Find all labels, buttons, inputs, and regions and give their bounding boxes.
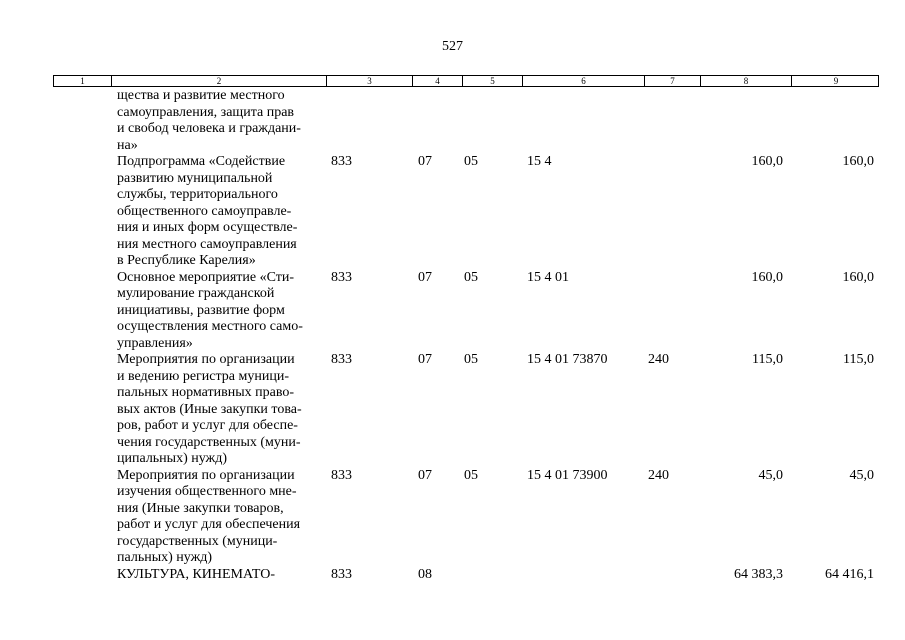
cell-subsection: 05 [464, 467, 478, 483]
cell-amount-year2: 64 416,1 [825, 566, 874, 582]
row-name [117, 270, 322, 353]
header-col-5: 5 [462, 76, 522, 86]
row-name-line: изучения общественного мне- [117, 484, 297, 499]
row-name-line: КУЛЬТУРА, КИНЕМАТО- [117, 566, 276, 582]
row-name-line: Мероприятия по организации [117, 467, 295, 483]
row-name-line: ципальных) нужд) [117, 451, 228, 466]
row-name-line: на» [117, 137, 138, 153]
row-name-line: ров, работ и услуг для обеспе- [117, 418, 298, 433]
cell-subsection: 05 [464, 154, 478, 169]
table-row [0, 567, 905, 584]
table-row [0, 468, 905, 567]
row-name-line: инициативы, развитие форм [117, 302, 285, 318]
cell-subsection: 05 [464, 352, 478, 367]
cell-amount-year2: 45,0 [849, 467, 874, 483]
cell-section: 07 [418, 352, 432, 367]
cell-section: 08 [418, 566, 432, 582]
cell-target-article: 15 4 [527, 154, 552, 169]
row-name-line: и ведению регистра муници- [117, 368, 289, 384]
row-name [117, 88, 322, 154]
header-col-4: 4 [412, 76, 462, 86]
header-col-9: 9 [791, 76, 880, 86]
cell-section: 07 [418, 467, 432, 483]
row-name-line: осуществления местного само- [117, 319, 303, 334]
cell-amount-year1: 64 383,3 [734, 566, 783, 582]
row-name-line: пальных нормативных право- [117, 385, 294, 400]
cell-section: 07 [418, 269, 432, 285]
table-row [0, 88, 905, 154]
cell-amount-year1: 45,0 [758, 467, 783, 483]
row-name [117, 154, 322, 270]
cell-target-article: 15 4 01 [527, 269, 569, 285]
cell-amount-year2: 115,0 [843, 352, 874, 367]
table-row [0, 154, 905, 270]
cell-section: 07 [418, 154, 432, 169]
cell-target-article: 15 4 01 73870 [527, 352, 608, 367]
row-name-line: ния и иных форм осуществле- [117, 220, 298, 235]
cell-amount-year1: 160,0 [751, 154, 783, 169]
row-name-line: щества и развитие местного [117, 88, 285, 103]
table-row [0, 352, 905, 468]
cell-expense-type: 240 [648, 467, 669, 483]
table-header [53, 75, 879, 87]
header-col-6: 6 [522, 76, 644, 86]
table-row [0, 270, 905, 353]
row-name-line: ния местного самоуправления [117, 236, 297, 252]
header-col-1: 1 [80, 76, 85, 86]
row-name-line: мулирование гражданской [117, 286, 275, 301]
header-col-7: 7 [644, 76, 700, 86]
row-name-line: Мероприятия по организации [117, 352, 295, 367]
cell-admin-code: 833 [331, 269, 352, 285]
cell-admin-code: 833 [331, 467, 352, 483]
row-name-line: управления» [117, 335, 193, 351]
cell-amount-year2: 160,0 [842, 154, 874, 169]
row-name-line: службы, территориального [117, 187, 278, 202]
row-name [117, 468, 322, 567]
table-body [0, 88, 905, 583]
row-name-line: ния (Иные закупки товаров, [117, 500, 284, 516]
cell-target-article: 15 4 01 73900 [527, 467, 608, 483]
cell-admin-code: 833 [331, 352, 352, 367]
row-name-line: Подпрограмма «Содействие [117, 154, 286, 169]
row-name-line: государственных (муници- [117, 533, 278, 549]
cell-expense-type: 240 [648, 352, 669, 367]
row-name-line: работ и услуг для обеспечения [117, 517, 301, 532]
page-number: 527 [442, 39, 463, 54]
cell-amount-year1: 115,0 [752, 352, 783, 367]
row-name-line: развитию муниципальной [117, 170, 273, 186]
header-col-8: 8 [700, 76, 791, 86]
cell-admin-code: 833 [331, 154, 352, 169]
cell-subsection: 05 [464, 269, 478, 285]
cell-amount-year1: 160,0 [751, 269, 783, 285]
row-name-line: Основное мероприятие «Сти- [117, 269, 295, 285]
row-name [117, 352, 322, 468]
row-name-line: самоуправления, защита прав [117, 104, 295, 120]
row-name-line: пальных) нужд) [117, 550, 213, 565]
header-col-2: 2 [111, 76, 326, 86]
cell-amount-year2: 160,0 [842, 269, 874, 285]
header-col-3: 3 [326, 76, 412, 86]
row-name-line: и свобод человека и граждани- [117, 121, 301, 136]
row-name [117, 567, 322, 584]
row-name-line: чения государственных (муни- [117, 434, 301, 450]
row-name-line: вых актов (Иные закупки това- [117, 401, 302, 417]
cell-admin-code: 833 [331, 566, 352, 582]
row-name-line: общественного самоуправле- [117, 203, 292, 219]
row-name-line: в Республике Карелия» [117, 253, 256, 268]
